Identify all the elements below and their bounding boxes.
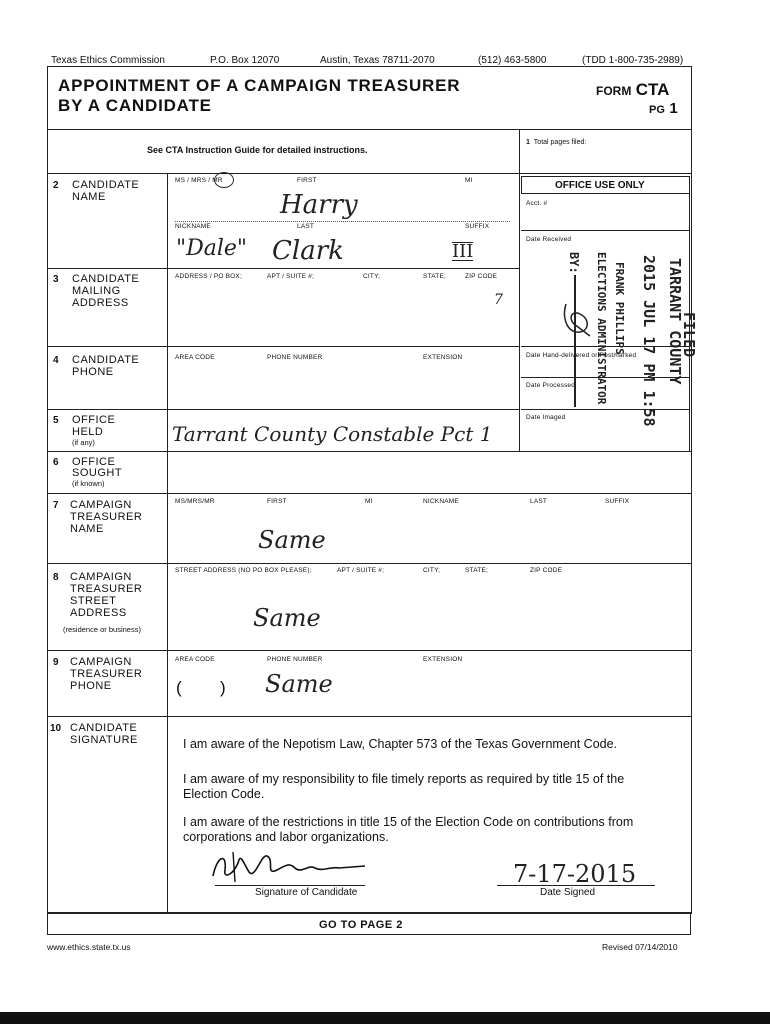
s8-label3: STREET bbox=[70, 595, 117, 607]
s9-field-ext: EXTENSION bbox=[423, 656, 463, 663]
stamp-admin-title: ELECTIONS ADMINISTRATOR bbox=[595, 252, 608, 405]
s7-field-first: FIRST bbox=[267, 498, 287, 505]
s3-field-zip: ZIP CODE bbox=[465, 273, 498, 280]
s3-field-apt: APT / SUITE #; bbox=[267, 273, 315, 280]
office-date-hand: Date Hand-delivered or Postmarked bbox=[526, 352, 637, 359]
s8-number: 8 bbox=[53, 572, 59, 583]
s8-field-apt: APT / SUITE #; bbox=[337, 567, 385, 574]
s5-label1: OFFICE bbox=[72, 414, 116, 426]
page-number: 1 bbox=[669, 100, 678, 117]
s8-field-state: STATE; bbox=[465, 567, 488, 574]
s2-label2: NAME bbox=[72, 191, 106, 203]
signature-label: Signature of Candidate bbox=[255, 887, 358, 898]
s2-value-first: Harry bbox=[280, 190, 358, 220]
go-to-page-2: GO TO PAGE 2 bbox=[319, 919, 403, 931]
signature-line bbox=[215, 885, 365, 886]
s7-label3: NAME bbox=[70, 523, 104, 535]
office-use-divider bbox=[519, 129, 520, 451]
footer-left bbox=[47, 912, 48, 934]
s2-label1: CANDIDATE bbox=[72, 179, 140, 191]
s8-value-address: Same bbox=[253, 604, 321, 632]
office-use-title: OFFICE USE ONLY bbox=[555, 180, 645, 191]
s9-number: 9 bbox=[53, 657, 59, 668]
office-date-processed: Date Processed bbox=[526, 382, 576, 389]
s2-mr-circle bbox=[214, 172, 234, 188]
s9-value-phone: Same bbox=[265, 670, 333, 698]
total-pages-num: 1 bbox=[526, 139, 530, 146]
form-code-value: CTA bbox=[635, 80, 670, 99]
rule-s5 bbox=[47, 409, 519, 410]
s2-field-mi: MI bbox=[465, 177, 473, 184]
s7-label2: TREASURER bbox=[70, 511, 143, 523]
s2-first-underline bbox=[175, 221, 510, 222]
s2-field-msmrs: MS / MRS / MR bbox=[175, 177, 223, 184]
page-label: PG bbox=[649, 104, 665, 116]
page-indicator bbox=[649, 100, 678, 118]
s5-number: 5 bbox=[53, 415, 59, 426]
s2-field-first: FIRST bbox=[297, 177, 317, 184]
rule-s9 bbox=[47, 650, 691, 651]
s4-label2: PHONE bbox=[72, 366, 114, 378]
rule-s6 bbox=[47, 451, 691, 452]
form-label: FORM bbox=[596, 84, 632, 98]
s7-value-name: Same bbox=[258, 526, 326, 554]
s3-field-state: STATE; bbox=[423, 273, 446, 280]
office-date-received: Date Received bbox=[526, 236, 572, 243]
s5-label2: HELD bbox=[72, 426, 104, 438]
s8-label2: TREASURER bbox=[70, 583, 143, 595]
s8-field-zip: ZIP CODE bbox=[530, 567, 563, 574]
s3-field-city: CITY; bbox=[363, 273, 381, 280]
s3-label3: ADDRESS bbox=[72, 297, 129, 309]
label-column-divider bbox=[167, 173, 168, 913]
total-pages bbox=[526, 139, 586, 146]
s4-number: 4 bbox=[53, 355, 59, 366]
s9-label2: TREASURER bbox=[70, 668, 143, 680]
rule-footer bbox=[47, 934, 691, 935]
s10-label1: CANDIDATE bbox=[70, 722, 138, 734]
s9-label1: CAMPAIGN bbox=[70, 656, 132, 668]
agency-phone: (512) 463-5800 bbox=[478, 55, 547, 66]
restrictions-statement: I am aware of the restrictions in title 15 of the Election Code on contributions from corporations and labor organizations. bbox=[183, 815, 634, 844]
po-box: P.O. Box 12070 bbox=[210, 55, 280, 66]
stamp-date: 2015 JUL 17 PM 1:58 bbox=[640, 255, 658, 427]
date-signed-value: 7-17-2015 bbox=[513, 860, 637, 888]
stamp-county: TARRANT COUNTY bbox=[666, 258, 684, 385]
agency-name: Texas Ethics Commission bbox=[51, 55, 165, 66]
rule-s10 bbox=[47, 716, 691, 717]
s4-field-ext: EXTENSION bbox=[423, 354, 463, 361]
stamp-filed: FILED bbox=[680, 312, 698, 358]
stamp-initials-icon bbox=[558, 296, 598, 338]
s2-value-suffix: III bbox=[452, 241, 474, 262]
s7-field-msmrs: MS/MRS/MR bbox=[175, 498, 215, 505]
form-title-line1: APPOINTMENT OF A CAMPAIGN TREASURER bbox=[58, 76, 461, 95]
footer-right bbox=[690, 912, 691, 934]
rule-s3 bbox=[47, 268, 519, 269]
s10-number: 10 bbox=[50, 723, 62, 734]
revised-date: Revised 07/14/2010 bbox=[602, 942, 678, 952]
agency-city: Austin, Texas 78711-2070 bbox=[320, 55, 435, 66]
s9-field-area: AREA CODE bbox=[175, 656, 215, 663]
s9-area-close: ) bbox=[220, 678, 226, 697]
s7-field-nickname: NICKNAME bbox=[423, 498, 459, 505]
office-date-imaged: Date Imaged bbox=[526, 414, 566, 421]
s2-field-suffix: SUFFIX bbox=[465, 223, 490, 230]
instructions-text: See CTA Instruction Guide for detailed instructions. bbox=[147, 145, 368, 155]
s8-label1: CAMPAIGN bbox=[70, 571, 132, 583]
s6-label1: OFFICE bbox=[72, 456, 116, 468]
s5-value-office: Tarrant County Constable Pct 1 bbox=[172, 422, 493, 446]
rule-bottom bbox=[47, 912, 691, 913]
office-acct: Acct. # bbox=[526, 200, 548, 207]
s7-field-suffix: SUFFIX bbox=[605, 498, 630, 505]
office-processed-rule bbox=[521, 409, 689, 410]
s7-field-last: LAST bbox=[530, 498, 548, 505]
s8-field-street: STREET ADDRESS (NO PO BOX PLEASE); bbox=[175, 567, 312, 574]
s6-sub: (if known) bbox=[72, 479, 105, 488]
office-acct-rule bbox=[521, 230, 689, 231]
scan-edge bbox=[0, 1012, 770, 1024]
s9-area-open: ( bbox=[176, 678, 182, 697]
s4-field-area: AREA CODE bbox=[175, 354, 215, 361]
s3-number: 3 bbox=[53, 274, 59, 285]
s7-number: 7 bbox=[53, 500, 59, 511]
s3-label1: CANDIDATE bbox=[72, 273, 140, 285]
s9-label3: PHONE bbox=[70, 680, 112, 692]
s5-sub: (if any) bbox=[72, 438, 95, 447]
form-title-line2: BY A CANDIDATE bbox=[58, 96, 212, 115]
s6-number: 6 bbox=[53, 457, 59, 468]
nepotism-statement: I am aware of the Nepotism Law, Chapter 573 of the Texas Government Code. bbox=[183, 737, 618, 751]
s7-field-mi: MI bbox=[365, 498, 373, 505]
s8-field-city: CITY; bbox=[423, 567, 441, 574]
s2-number: 2 bbox=[53, 180, 59, 191]
agency-tdd: (TDD 1-800-735-2989) bbox=[582, 55, 684, 66]
s8-label4: ADDRESS bbox=[70, 607, 127, 619]
rule-s7 bbox=[47, 493, 691, 494]
s2-field-last: LAST bbox=[297, 223, 315, 230]
responsibility-statement: I am aware of my responsibility to file timely reports as required by title 15 of the Election Code. bbox=[183, 772, 625, 801]
s2-field-nickname: NICKNAME bbox=[175, 223, 211, 230]
s3-field-address: ADDRESS / PO BOX; bbox=[175, 273, 242, 280]
website: www.ethics.state.tx.us bbox=[47, 942, 131, 952]
s4-label1: CANDIDATE bbox=[72, 354, 140, 366]
s2-value-last: Clark bbox=[272, 236, 344, 266]
date-line bbox=[497, 885, 655, 886]
stamp-admin: FRANK PHILLIPS bbox=[613, 262, 626, 355]
s8-sub: (residence or business) bbox=[63, 625, 141, 634]
s6-label2: SOUGHT bbox=[72, 467, 123, 479]
stamp-by: BY: bbox=[567, 252, 581, 274]
rule-s2 bbox=[47, 173, 691, 174]
candidate-signature-icon bbox=[205, 846, 375, 886]
form-code bbox=[596, 80, 669, 100]
s10-label2: SIGNATURE bbox=[70, 734, 138, 746]
s7-label1: CAMPAIGN bbox=[70, 499, 132, 511]
rule-s8 bbox=[47, 563, 691, 564]
date-signed-label: Date Signed bbox=[540, 887, 596, 898]
stamp-by-line bbox=[574, 275, 576, 407]
rule-s4 bbox=[47, 346, 519, 347]
s3-value-mark: 7 bbox=[494, 292, 503, 308]
s2-value-nickname: "Dale" bbox=[176, 236, 248, 261]
s3-label2: MAILING bbox=[72, 285, 121, 297]
total-pages-label: Total pages filed: bbox=[533, 139, 587, 146]
s4-field-phone: PHONE NUMBER bbox=[267, 354, 323, 361]
s9-field-phone: PHONE NUMBER bbox=[267, 656, 323, 663]
rule-title bbox=[47, 129, 691, 130]
